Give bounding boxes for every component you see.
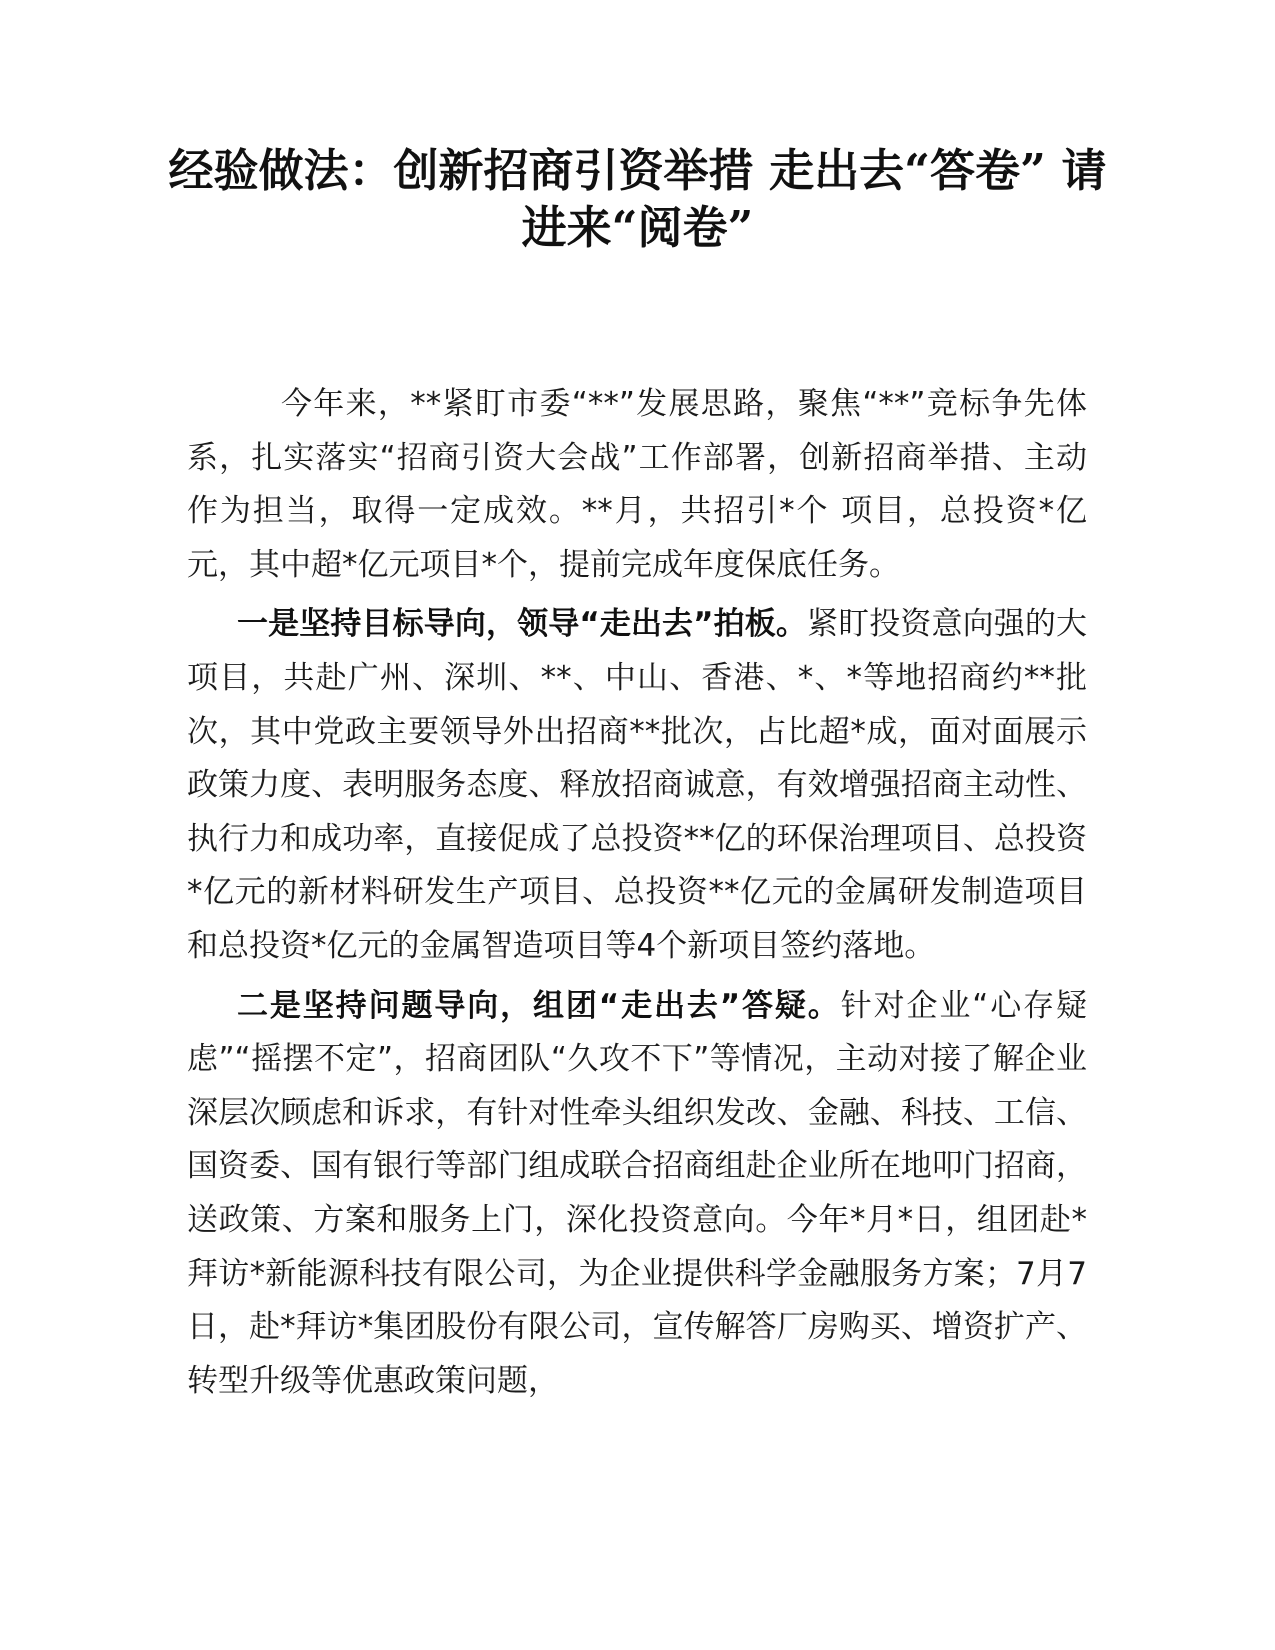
document-title: 经验做法：创新招商引资举措 走出去“答卷” 请进来“阅卷” — [168, 144, 1107, 254]
section-paragraph-1 — [187, 598, 1087, 973]
intro-paragraph: 今年来，**紧盯市委“**”发展思路，聚焦“**”竞标争先体系，扎实落实“招商引资大会战”工作部署，创新招商举措、主动作为担当，取得一定成效。**月，共招引*个 项目，总投资*亿元，其中超*亿元项目*个，提前完成年度保底任务。 — [187, 386, 1087, 583]
section-2-text: 针对企业“心存疑虑”“摇摆不定”，招商团队“久攻不下”等情况，主动对接了解企业深层次顾虑和诉求，有针对性牵头组织发改、金融、科技、工信、国资委、国有银行等部门组成联合招商组赴企业所在地叩门招商，送政策、方案和服务上门，深化投资意向。今年*月*日，组团赴*拜访*新能源科技有限公司，为企业提供科学金融服务方案；7月7日，赴*拜访*集团股份有限公司，宣传解答厂房购买、增资扩产、转型升级等优惠政策问题， — [187, 987, 1088, 1399]
section-2-lead: 二是坚持问题导向，组团“走出去”答疑。 — [237, 987, 841, 1024]
section-1-lead: 一是坚持目标导向，领导“走出去”拍板。 — [237, 606, 808, 643]
section-1-text: 紧盯投资意向强的大项目，共赴广州、深圳、**、中山、香港、*、*等地招商约**批次，其中党政主要领导外出招商**批次，占比超*成，面对面展示政策力度、表明服务态度、释放招商诚意，有效增强招商主动性、执行力和成功率，直接促成了总投资**亿的环保治理项目、总投资*亿元的新材料研发生产项目、总投资**亿元的金属研发制造项目和总投资*亿元的金属智造项目等4个新项目签约落地。 — [187, 606, 1088, 964]
document-body — [187, 378, 1087, 1408]
section-paragraph-2 — [187, 980, 1087, 1409]
